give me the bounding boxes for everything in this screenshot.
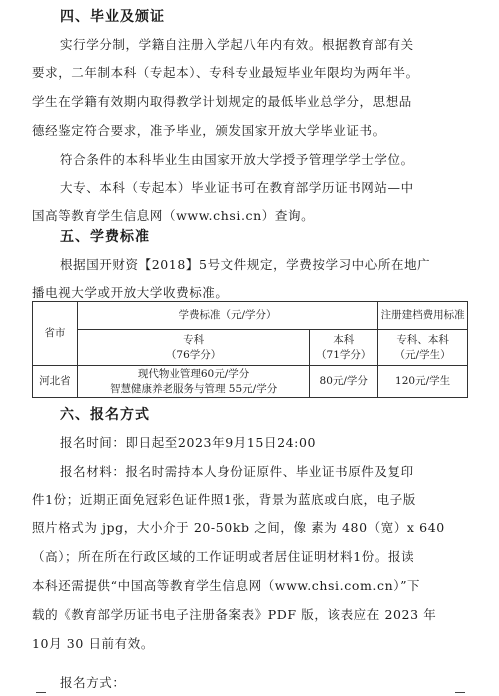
- sec6-materials-line1: 报名材料：报名时需持本人身份证原件、毕业证书原件及复印: [60, 464, 414, 479]
- cell-province: 河北省: [33, 366, 78, 398]
- sec5-p1-line1: 根据国开财资【2018】5号文件规定，学费按学习中心所在地广: [60, 257, 431, 272]
- header-zhuanke-label: 专科: [183, 333, 205, 346]
- sec6-time: 报名时间：即日起至2023年9月15日24:00: [60, 435, 317, 450]
- cell-zhuanke-line1: 现代物业管理60元/学分: [137, 367, 250, 380]
- sec6-materials-line6: 载的《教育部学历证书电子注册备案表》PDF 版，该表应在 2023 年: [32, 607, 437, 622]
- cell-register: 120元/学生: [378, 366, 468, 398]
- sec6-method: 报名方式：: [60, 675, 126, 690]
- sec6-materials-line5: 本科还需提供“中国高等教育学生信息网（www.chsi.com.cn）”下: [32, 578, 421, 593]
- sec4-p4-line1: 大专、本科（专起本）毕业证书可在教育部学历证书网站—中: [60, 180, 414, 195]
- header-benke-credit: （71学分）: [316, 348, 372, 361]
- cell-zhuanke: [77, 366, 309, 398]
- sec4-p2-line1: 学生在学籍有效期内取得教学计划规定的最低毕业总学分，思想品: [32, 94, 412, 109]
- header-register-label: 专科、本科: [396, 333, 449, 346]
- header-zhuanke-credit: （76学分）: [165, 348, 222, 361]
- header-province: 省市: [33, 302, 78, 366]
- sec6-materials-line2: 件1份；近期正面免冠彩色证件照1张，背景为蓝底或白底，电子版: [32, 492, 416, 507]
- header-benke: [310, 330, 378, 366]
- sec5-p1-line2: 播电视大学或开放大学收费标准。: [32, 285, 229, 300]
- section-4-heading: 四、毕业及颁证: [60, 9, 165, 25]
- header-tuition: 学费标准（元/学分）: [77, 302, 377, 330]
- sec4-p2-line2: 德经鉴定符合要求，准予毕业，颁发国家开放大学毕业证书。: [32, 123, 386, 138]
- sec4-p3: 符合条件的本科毕业生由国家开放大学授予管理学学士学位。: [60, 152, 414, 167]
- sec6-materials-line3: 照片格式为 jpg，大小介于 20-50kb 之间，像 素为 480（宽）x 640: [32, 520, 445, 535]
- header-zhuanke: [77, 330, 309, 366]
- table-row: [33, 366, 468, 398]
- header-register: 注册建档费用标准: [378, 302, 468, 330]
- sec4-p1-line2: 要求，二年制本科（专起本）、专科专业最短毕业年限均为两年半。: [32, 65, 419, 80]
- scan-mark-right: [455, 692, 465, 693]
- sec4-p4-line2: 国高等教育学生信息网（www.chsi.cn）查询。: [32, 208, 315, 223]
- section-6-heading: 六、报名方式: [60, 407, 150, 423]
- sec6-materials-line7: 10月 30 日前有效。: [32, 636, 154, 651]
- sec4-p1-line1: 实行学分制，学籍自注册入学起八年内有效。根据教育部有关: [60, 37, 414, 52]
- fee-table: [32, 301, 468, 398]
- cell-zhuanke-line2: 智慧健康养老服务与管理 55元/学分: [109, 382, 278, 395]
- header-register-unit: （元/学生）: [394, 348, 451, 361]
- cell-benke: 80元/学分: [310, 366, 378, 398]
- section-5-heading: 五、学费标准: [60, 229, 150, 245]
- header-benke-label: 本科: [333, 333, 355, 346]
- sec6-materials-line4: （高）；所在所在行政区域的工作证明或者居住证明材料1份。报读: [32, 549, 415, 564]
- header-register-sub: [378, 330, 468, 366]
- scan-mark-left: [36, 692, 46, 693]
